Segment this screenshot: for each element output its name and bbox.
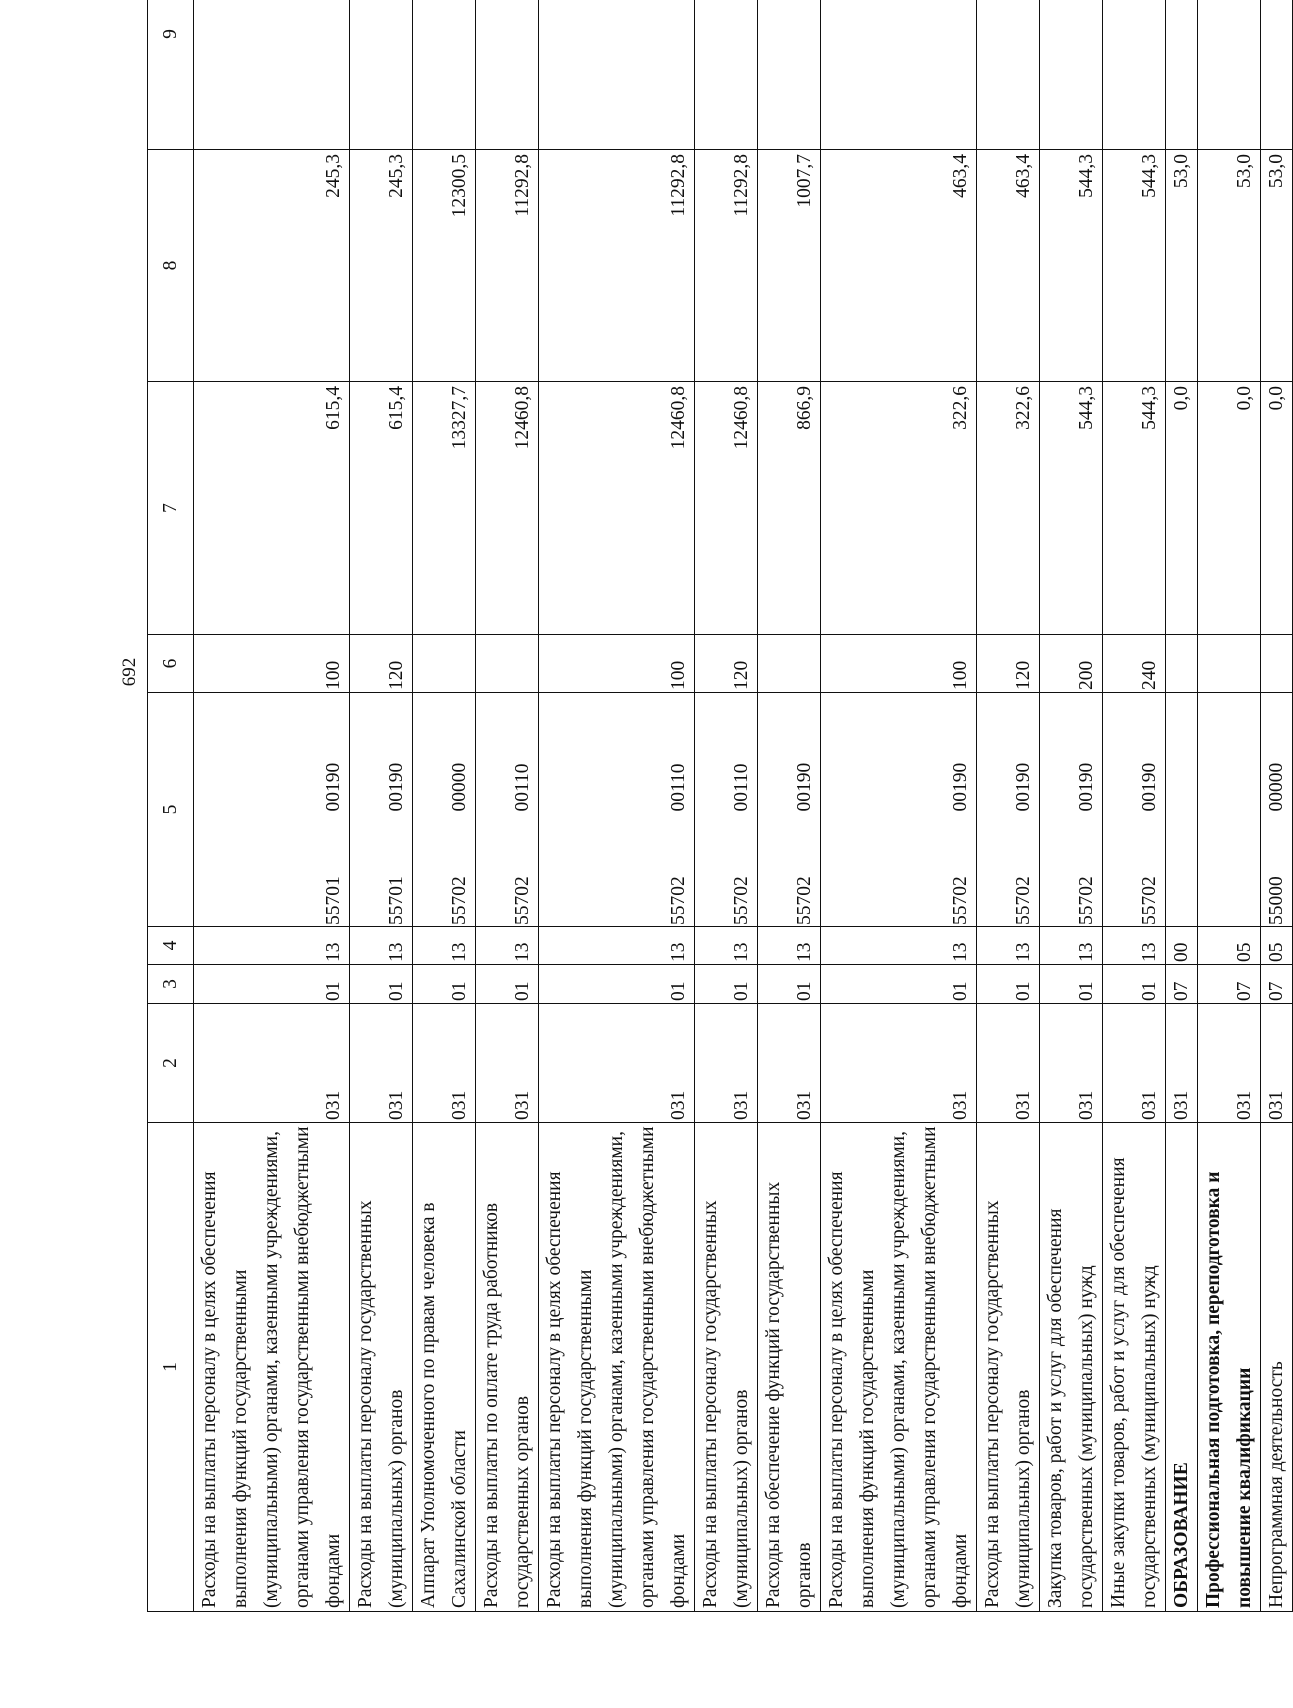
row-code-cell: 031 [695,1004,758,1123]
row-expense-type-cell: 120 [695,635,758,693]
row-value-7-cell: 322,6 [821,382,977,635]
row-value-7-cell: 544,3 [1103,382,1166,635]
row-program-cell: 55702 [821,832,977,927]
row-program-cell: 55701 [194,832,350,927]
row-value-8-cell: 463,4 [821,150,977,382]
row-value-9-cell [539,0,695,150]
table-row [350,0,413,1612]
row-code-cell: 031 [350,1004,413,1123]
row-direction-cell [1198,693,1261,832]
row-name-cell: Аппарат Уполномоченного по правам человека в Сахалинской области [413,1123,476,1612]
row-value-7-cell: 615,4 [194,382,350,635]
col-header-5: 5 [148,693,194,927]
row-section-cell: 01 [821,965,977,1004]
row-name-cell: Расходы на выплаты персоналу в целях обеспечения выполнения функций государственными (муниципальными) органами, казенными учреждениями, органами управления государственными внебюджетными фондами [539,1123,695,1612]
row-direction-cell: 00190 [758,693,821,832]
row-name-cell: Расходы на выплаты персоналу государственных (муниципальных) органов [695,1123,758,1612]
row-section-cell: 01 [413,965,476,1004]
row-program-cell: 55702 [977,832,1040,927]
row-value-7-cell: 12460,8 [476,382,539,635]
row-value-7-cell: 0,0 [1261,382,1293,635]
row-value-8-cell: 463,4 [977,150,1040,382]
row-expense-type-cell [1261,635,1293,693]
row-value-7-cell: 322,6 [977,382,1040,635]
row-direction-cell [1166,693,1198,832]
row-section-cell: 01 [539,965,695,1004]
row-code-cell: 031 [1040,1004,1103,1123]
row-expense-type-cell [476,635,539,693]
row-value-8-cell: 1007,7 [758,150,821,382]
table-row [1040,0,1103,1612]
table-row [539,0,695,1612]
row-name-cell: Расходы на обеспечение функций государственных органов [758,1123,821,1612]
col-header-4: 4 [148,927,194,965]
row-subsection-cell: 13 [413,927,476,965]
row-value-7-cell: 0,0 [1166,382,1198,635]
row-name-cell: Непрограммная деятельность [1261,1123,1293,1612]
row-program-cell: 55702 [1103,832,1166,927]
row-value-9-cell [194,0,350,150]
row-name-cell: Профессиональная подготовка, переподготовка и повышение квалификации [1198,1123,1261,1612]
row-value-9-cell [1261,0,1293,150]
row-direction-cell: 00110 [476,693,539,832]
row-expense-type-cell: 200 [1040,635,1103,693]
row-name-cell: Расходы на выплаты персоналу в целях обеспечения выполнения функций государственными (муниципальными) органами, казенными учреждениями, органами управления государственными внебюджетными фондами [821,1123,977,1612]
row-code-cell: 031 [476,1004,539,1123]
row-subsection-cell: 13 [350,927,413,965]
col-header-1: 1 [148,1123,194,1612]
row-value-8-cell: 11292,8 [695,150,758,382]
row-direction-cell: 00190 [1103,693,1166,832]
row-subsection-cell: 05 [1198,927,1261,965]
row-value-8-cell: 245,3 [350,150,413,382]
row-code-cell: 031 [1166,1004,1198,1123]
row-value-7-cell: 544,3 [1040,382,1103,635]
row-section-cell: 07 [1261,965,1293,1004]
row-direction-cell: 00110 [695,693,758,832]
row-direction-cell: 00190 [350,693,413,832]
row-value-7-cell: 0,0 [1198,382,1261,635]
row-value-9-cell [413,0,476,150]
row-program-cell: 55701 [350,832,413,927]
row-expense-type-cell: 100 [539,635,695,693]
row-value-8-cell: 53,0 [1198,150,1261,382]
row-value-9-cell [476,0,539,150]
row-section-cell: 01 [977,965,1040,1004]
row-section-cell: 07 [1166,965,1198,1004]
table-row [758,0,821,1612]
row-name-cell: Закупка товаров, работ и услуг для обеспечения государственных (муниципальных) нужд [1040,1123,1103,1612]
table-row [1166,0,1198,1612]
row-value-7-cell: 866,9 [758,382,821,635]
table-body [194,0,1293,1612]
row-program-cell: 55702 [413,832,476,927]
row-name-cell: ОБРАЗОВАНИЕ [1166,1123,1198,1612]
row-value-9-cell [977,0,1040,150]
row-section-cell: 01 [758,965,821,1004]
col-header-3: 3 [148,965,194,1004]
row-section-cell: 01 [1040,965,1103,1004]
row-name-cell: Расходы на выплаты по оплате труда работников государственных органов [476,1123,539,1612]
row-subsection-cell: 13 [821,927,977,965]
row-subsection-cell: 13 [695,927,758,965]
row-expense-type-cell [413,635,476,693]
row-value-9-cell [1040,0,1103,150]
rotated-sheet [115,0,1287,1612]
row-value-8-cell: 245,3 [194,150,350,382]
row-program-cell: 55702 [758,832,821,927]
row-subsection-cell: 13 [1040,927,1103,965]
row-program-cell: 55702 [539,832,695,927]
row-code-cell: 031 [758,1004,821,1123]
row-value-7-cell: 615,4 [350,382,413,635]
row-subsection-cell: 13 [476,927,539,965]
row-direction-cell: 00110 [539,693,695,832]
row-value-8-cell: 544,3 [1040,150,1103,382]
row-direction-cell: 00190 [1040,693,1103,832]
col-header-7: 7 [148,382,194,635]
row-direction-cell: 00000 [1261,693,1293,832]
row-code-cell: 031 [1103,1004,1166,1123]
row-subsection-cell: 13 [758,927,821,965]
row-value-9-cell [1103,0,1166,150]
table-row [413,0,476,1612]
row-value-8-cell: 53,0 [1166,150,1198,382]
col-header-8: 8 [148,150,194,382]
row-subsection-cell: 13 [194,927,350,965]
row-section-cell: 07 [1198,965,1261,1004]
table-row [695,0,758,1612]
row-expense-type-cell: 120 [977,635,1040,693]
row-code-cell: 031 [977,1004,1040,1123]
col-header-9: 9 [148,0,194,150]
row-value-8-cell: 12300,5 [413,150,476,382]
row-value-9-cell [695,0,758,150]
row-code-cell: 031 [821,1004,977,1123]
row-expense-type-cell [1166,635,1198,693]
row-direction-cell: 00190 [977,693,1040,832]
row-subsection-cell: 13 [1103,927,1166,965]
row-subsection-cell: 00 [1166,927,1198,965]
table-row [194,0,350,1612]
row-value-9-cell [1198,0,1261,150]
row-program-cell: 55702 [695,832,758,927]
row-name-cell: Иные закупки товаров, работ и услуг для обеспечения государственных (муниципальных) нужд [1103,1123,1166,1612]
page-number: 692 [119,657,140,687]
row-value-9-cell [758,0,821,150]
table-row [977,0,1040,1612]
col-header-6: 6 [148,635,194,693]
row-value-9-cell [350,0,413,150]
table-row [1198,0,1261,1612]
row-value-8-cell: 53,0 [1261,150,1293,382]
row-value-8-cell: 11292,8 [539,150,695,382]
row-expense-type-cell: 100 [821,635,977,693]
row-name-cell: Расходы на выплаты персоналу в целях обеспечения выполнения функций государственными (муниципальными) органами, казенными учреждениями, органами управления государственными внебюджетными фондами [194,1123,350,1612]
row-code-cell: 031 [1261,1004,1293,1123]
row-value-8-cell: 544,3 [1103,150,1166,382]
row-name-cell: Расходы на выплаты персоналу государственных (муниципальных) органов [350,1123,413,1612]
row-code-cell: 031 [1198,1004,1261,1123]
row-subsection-cell: 13 [977,927,1040,965]
row-program-cell [1166,832,1198,927]
table-row [1103,0,1166,1612]
row-expense-type-cell: 100 [194,635,350,693]
row-expense-type-cell: 240 [1103,635,1166,693]
row-expense-type-cell [758,635,821,693]
row-section-cell: 01 [194,965,350,1004]
budget-table [147,0,1293,1612]
row-section-cell: 01 [695,965,758,1004]
row-value-9-cell [1166,0,1198,150]
row-code-cell: 031 [194,1004,350,1123]
row-program-cell: 55702 [476,832,539,927]
row-direction-cell: 00190 [821,693,977,832]
row-direction-cell: 00000 [413,693,476,832]
table-row [476,0,539,1612]
col-header-2: 2 [148,1004,194,1123]
row-name-cell: Расходы на выплаты персоналу государственных (муниципальных) органов [977,1123,1040,1612]
header-row [148,0,194,1612]
row-section-cell: 01 [1103,965,1166,1004]
row-program-cell: 55702 [1040,832,1103,927]
table-row [1261,0,1293,1612]
row-value-7-cell: 12460,8 [695,382,758,635]
row-subsection-cell: 05 [1261,927,1293,965]
row-program-cell [1198,832,1261,927]
row-value-9-cell [821,0,977,150]
row-expense-type-cell: 120 [350,635,413,693]
table-row [821,0,977,1612]
row-value-7-cell: 13327,7 [413,382,476,635]
row-program-cell: 55000 [1261,832,1293,927]
row-subsection-cell: 13 [539,927,695,965]
row-value-8-cell: 11292,8 [476,150,539,382]
row-section-cell: 01 [476,965,539,1004]
row-code-cell: 031 [539,1004,695,1123]
row-direction-cell: 00190 [194,693,350,832]
row-value-7-cell: 12460,8 [539,382,695,635]
row-code-cell: 031 [413,1004,476,1123]
row-expense-type-cell [1198,635,1261,693]
row-section-cell: 01 [350,965,413,1004]
